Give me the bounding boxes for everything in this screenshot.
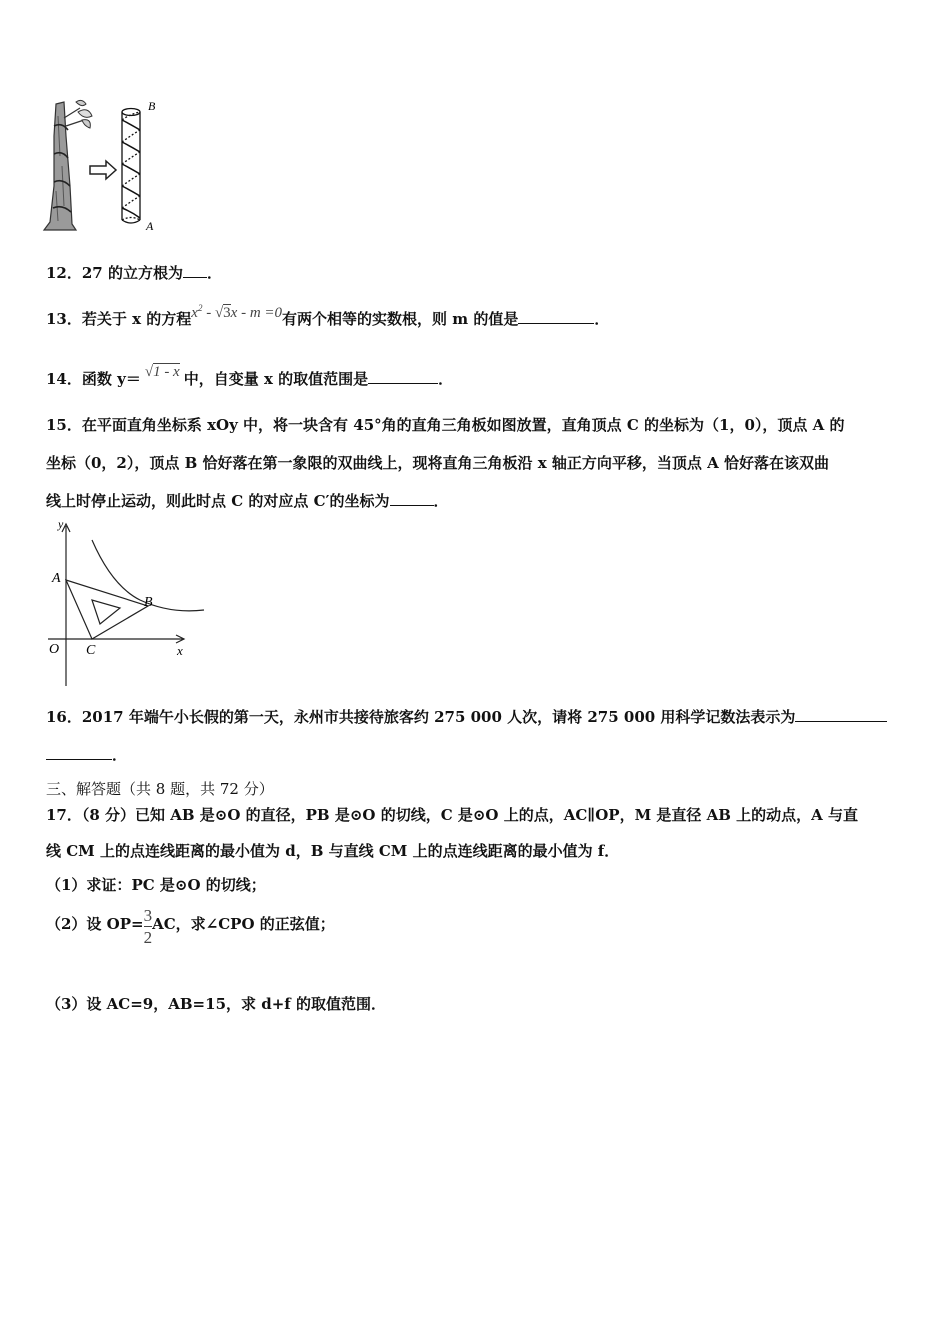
q14-number: 14． — [46, 370, 82, 388]
question-14 — [46, 364, 454, 389]
question-15-line-3: 线上时停止运动，则此时点 C 的对应点 C′的坐标为 ． — [46, 492, 449, 510]
question-16-line-1: 16．2017 年端午小长假的第一天，永州市共接待旅客约 275 000 人次，请将 275 000 用科学记数法表示为 — [46, 706, 887, 727]
graph-label-c: C — [86, 643, 96, 658]
q13-answer-blank — [518, 323, 594, 324]
question-12 — [46, 262, 222, 283]
q17-number: 17． — [46, 806, 82, 824]
graph-label-a: A — [52, 571, 61, 586]
q14-text-pre: 函数 y＝ — [81, 370, 141, 388]
q15-number: 15． — [46, 416, 82, 434]
label-a: A — [146, 219, 154, 233]
q13-number: 13． — [46, 310, 82, 328]
section-3-heading: 三、解答题（共 8 题，共 72 分） — [46, 780, 274, 798]
graph-label-o: O — [49, 642, 60, 657]
q13-text-pre: 若关于 x 的方程 — [81, 310, 192, 328]
tree-cylinder-figure — [40, 96, 175, 236]
tree-trunk-image — [44, 100, 92, 230]
q14-answer-blank — [368, 383, 438, 384]
label-b: B — [148, 99, 156, 113]
question-17-part-1: （1）求证：PC 是⊙O 的切线； — [46, 876, 266, 894]
q12-end: ． — [206, 264, 222, 282]
right-arrow-icon — [90, 161, 116, 179]
q16-answer-blank-cont — [46, 759, 112, 760]
graph-label-x: x — [177, 643, 183, 658]
question-15-line-1: 15．在平面直角坐标系 xOy 中，将一块含有 45°角的直角三角板如图放置，直角顶点 C 的坐标为（1，0），顶点 A 的 — [46, 416, 845, 434]
graph-label-b: B — [144, 595, 153, 610]
q16-number: 16． — [46, 708, 82, 726]
question-17-part-2: （2）设 OP= $\frac{3}{2}$ AC，求∠CPO 的正弦值； — [46, 906, 335, 947]
question-17-part-3: （3）设 AC=9，AB=15，求 d+f 的取值范围． — [46, 995, 386, 1013]
question-15-line-2: 坐标（0，2），顶点 B 恰好落在第一象限的双曲线上，现将直角三角板沿 x 轴正方向平移，当顶点 A 恰好落在该双曲 — [46, 454, 829, 472]
q13-text-post: 有两个相等的实数根，则 m 的值是 — [282, 310, 519, 328]
q12-number: 12． — [46, 264, 82, 282]
q15-answer-blank — [390, 505, 434, 506]
cylinder-shape — [122, 109, 140, 224]
q13-end: ． — [594, 310, 610, 328]
q14-end: ． — [438, 370, 454, 388]
q16-answer-blank — [795, 721, 887, 722]
question-16-line-2: ． — [46, 744, 127, 765]
q17-fraction: $\frac{3}{2}$ — [143, 906, 153, 947]
q14-sqrt-expression: √1 - x — [144, 364, 180, 380]
graph-label-y: y — [58, 517, 64, 531]
coordinate-graph-figure — [40, 516, 210, 688]
triangle-plate-hole — [92, 600, 120, 624]
question-13 — [46, 303, 610, 329]
q12-text: 27 的立方根为 — [81, 264, 183, 282]
triangle-plate — [66, 580, 148, 639]
q12-answer-blank — [183, 277, 207, 278]
question-17-line-2: 线 CM 上的点连线距离的最小值为 d，B 与直线 CM 上的点连线距离的最小值为 f． — [46, 842, 620, 860]
q14-text-post: 中，自变量 x 的取值范围是 — [183, 370, 369, 388]
question-17-line-1: 17．（8 分）已知 AB 是⊙O 的直径，PB 是⊙O 的切线，C 是⊙O 上的点，AC∥OP，M 是直径 AB 上的动点，A 与直 — [46, 806, 859, 824]
q13-equation: $x^2 - √3x - m =0$ — [191, 303, 283, 321]
